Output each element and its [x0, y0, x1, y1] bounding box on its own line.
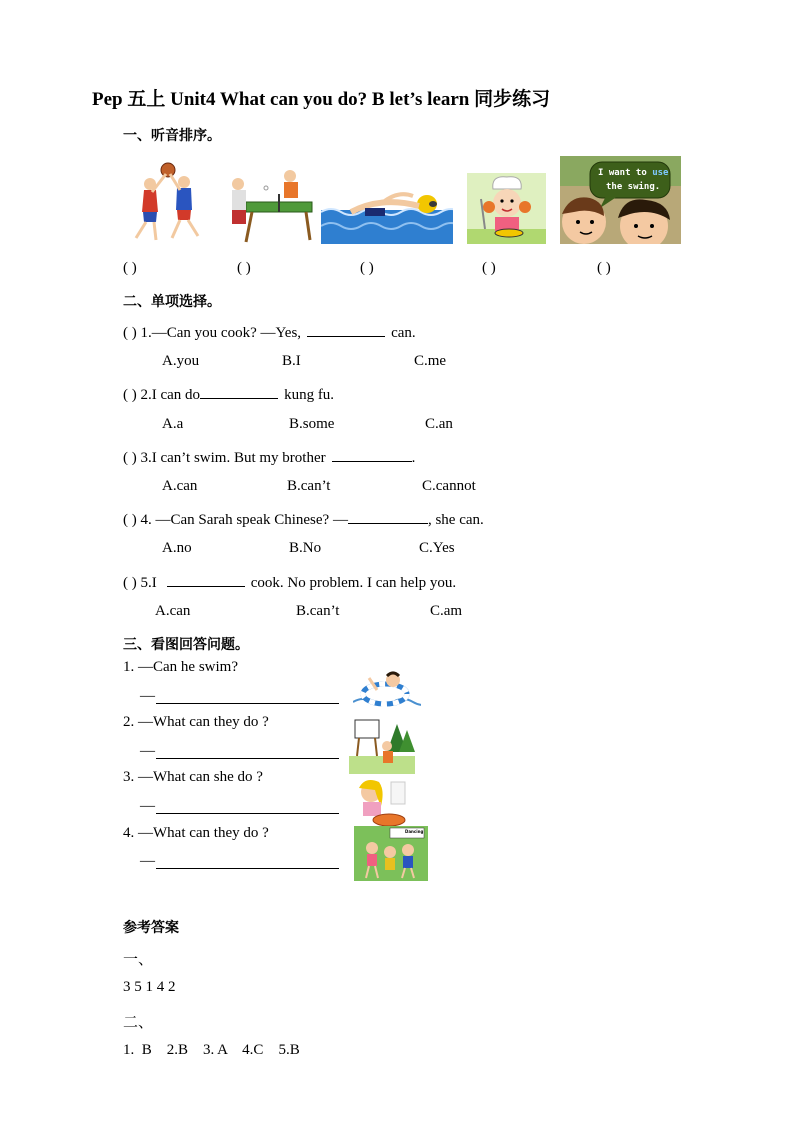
page-title: Pep 五上 Unit4 What can you do? B let’s learn 同步练习	[92, 89, 551, 110]
option-c[interactable]: C.an	[425, 416, 453, 432]
order-bracket-3[interactable]: ( )	[360, 260, 374, 276]
option-c[interactable]: C.Yes	[419, 540, 455, 556]
swing-picture	[560, 156, 681, 244]
picture-question-4: 4. —What can they do ?	[123, 825, 269, 841]
answer-dash: —	[140, 743, 155, 759]
order-bracket-2[interactable]: ( )	[237, 260, 251, 276]
option-b[interactable]: B.can’t	[287, 478, 331, 494]
answer-blank[interactable]	[332, 447, 412, 462]
option-a[interactable]: A.a	[162, 416, 184, 432]
mcq-question-1: ( ) 1.—Can you cook? —Yes, can.	[123, 322, 416, 342]
answer-dash: —	[140, 688, 155, 704]
option-c[interactable]: C.me	[414, 353, 447, 369]
answer-dash: —	[140, 798, 155, 814]
picture-question-1: 1. —Can he swim?	[123, 659, 238, 675]
answer-part-2: 1. B 2.B 3. A 4.C 5.B	[123, 1042, 300, 1058]
option-c[interactable]: C.am	[430, 603, 463, 619]
answer-part-1-label: 一、	[123, 952, 154, 968]
answer-bracket[interactable]: ( )	[123, 450, 137, 466]
option-b[interactable]: B.I	[282, 353, 301, 369]
option-a[interactable]: A.can	[155, 603, 191, 619]
dancing-bubble-text: Dancing	[405, 829, 424, 834]
mcq-question-3: ( ) 3.I can’t swim. But my brother .	[123, 447, 415, 467]
swimming-picture	[321, 186, 453, 244]
answer-blank[interactable]	[167, 572, 245, 587]
dancing-picture	[354, 826, 428, 881]
answer-line-3[interactable]	[156, 813, 339, 814]
mcq-question-4: ( ) 4. —Can Sarah speak Chinese? — , she can.	[123, 509, 484, 529]
mcq-question-5: ( ) 5.I cook. No problem. I can help you.	[123, 572, 456, 592]
answer-dash: —	[140, 853, 155, 869]
option-b[interactable]: B.some	[289, 416, 335, 432]
option-a[interactable]: A.no	[162, 540, 192, 556]
answer-part-2-label: 二、	[123, 1015, 154, 1031]
picture-question-3: 3. —What can she do ?	[123, 769, 263, 785]
answer-bracket[interactable]: ( )	[123, 512, 137, 528]
section-3-heading: 三、看图回答问题。	[123, 638, 249, 653]
answer-blank[interactable]	[348, 509, 428, 524]
answer-blank[interactable]	[307, 322, 385, 337]
answer-bracket[interactable]: ( )	[123, 325, 137, 341]
answer-blank[interactable]	[200, 384, 278, 399]
cooking-picture	[351, 776, 409, 830]
speech-bubble-line1: I want to	[598, 168, 647, 178]
mcq-question-2: ( ) 2.I can do kung fu.	[123, 384, 334, 404]
speech-bubble-line2: the swing.	[606, 182, 661, 192]
drawing-picture	[349, 716, 415, 774]
option-a[interactable]: A.you	[162, 353, 200, 369]
answer-bracket[interactable]: ( )	[123, 575, 137, 591]
answer-line-4[interactable]	[156, 868, 339, 869]
section-2-heading: 二、单项选择。	[123, 295, 221, 310]
answer-part-1: 3 5 1 4 2	[123, 979, 176, 995]
cooking-girl-picture	[467, 173, 546, 244]
option-c[interactable]: C.cannot	[422, 478, 476, 494]
order-bracket-5[interactable]: ( )	[597, 260, 611, 276]
answer-key-heading: 参考答案	[123, 921, 179, 936]
basketball-picture	[122, 160, 214, 245]
answer-line-2[interactable]	[156, 758, 339, 759]
picture-question-2: 2. —What can they do ?	[123, 714, 269, 730]
order-bracket-1[interactable]: ( )	[123, 260, 137, 276]
swim-ring-picture	[353, 668, 421, 712]
option-b[interactable]: B.No	[289, 540, 322, 556]
answer-bracket[interactable]: ( )	[123, 387, 137, 403]
option-b[interactable]: B.can’t	[296, 603, 340, 619]
answer-line-1[interactable]	[156, 703, 339, 704]
option-a[interactable]: A.can	[162, 478, 198, 494]
section-1-heading: 一、听音排序。	[123, 129, 221, 144]
speech-bubble-word: use	[652, 168, 669, 178]
order-bracket-4[interactable]: ( )	[482, 260, 496, 276]
ping-pong-picture	[226, 168, 316, 244]
